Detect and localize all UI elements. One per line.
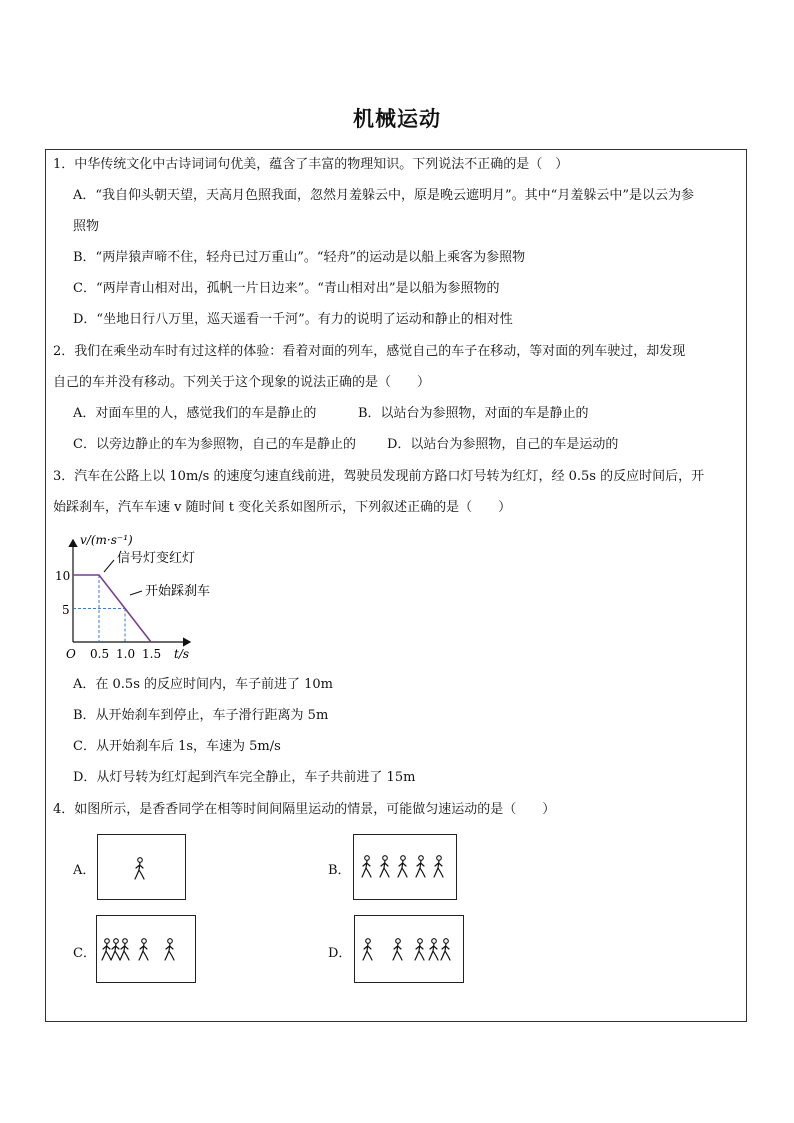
annotation-braking: 开始踩刹车 <box>145 584 211 599</box>
x-tick-10: 1.0 <box>116 647 136 661</box>
x-tick-05: 0.5 <box>90 647 110 661</box>
walking-person-icon <box>416 856 425 877</box>
q2-option-b: B．以站台为参照物，对面的车是静止的 <box>358 406 589 421</box>
q2-stem-cont: 自己的车并没有移动。下列关于这个现象的说法正确的是（ ） <box>53 375 431 390</box>
walking-person-icon <box>120 939 129 960</box>
walking-person-icon <box>135 858 144 879</box>
walking-person-icon <box>363 939 372 960</box>
figure-row-a <box>98 835 185 899</box>
q1-option-a-cont: 照物 <box>73 219 100 234</box>
walking-person-icon <box>380 856 389 877</box>
figure-row-c <box>97 916 195 982</box>
q2-option-c: C．以旁边静止的车为参照物，自己的车是静止的 <box>73 437 356 452</box>
walking-person-icon <box>398 856 407 877</box>
q2-option-d: D．以站台为参照物，自己的车是运动的 <box>387 437 619 452</box>
q4-option-d-picture <box>354 915 464 983</box>
walking-person-icon <box>429 939 438 960</box>
walking-person-icon <box>393 939 402 960</box>
figure-row-d <box>355 916 463 982</box>
q3-stem: 3．汽车在公路上以 10m/s 的速度匀速直线前进，驾驶员发现前方路口灯号转为红灯，经 0.5s 的反应时间后，开 <box>53 469 705 484</box>
q3-option-b: B．从开始刹车到停止，车子滑行距离为 5m <box>73 708 329 723</box>
q4-stem: 4．如图所示，是香香同学在相等时间间隔里运动的情景，可能做匀速运动的是（ ） <box>53 802 556 817</box>
q4-option-c-label: C． <box>73 946 96 961</box>
q1-option-b: B．“两岸猿声啼不住，轻舟已过万重山”。“轻舟”的运动是以船上乘客为参照物 <box>73 250 526 265</box>
y-tick-5: 5 <box>62 603 70 617</box>
q1-option-a: A．“我自仰头朝天望，天高月色照我面，忽然月羞躲云中，原是晚云遮明月”。其中“月羞躲云中”是以云为参 <box>73 188 694 203</box>
x-tick-15: 1.5 <box>142 647 162 661</box>
figure-row-b <box>354 835 456 899</box>
walking-person-icon <box>362 856 371 877</box>
q1-option-c: C．“两岸青山相对出，孤帆一片日边来”。“青山相对出”是以船为参照物的 <box>73 281 500 296</box>
walking-person-icon <box>415 939 424 960</box>
velocity-time-graph <box>50 530 230 665</box>
walking-person-icon <box>434 856 443 877</box>
walking-person-icon <box>102 939 111 960</box>
q4-option-b-picture <box>353 834 457 900</box>
q3-option-c: C．从开始刹车后 1s，车速为 5m/s <box>73 739 281 754</box>
walking-person-icon <box>111 939 120 960</box>
q4-option-c-picture <box>96 915 196 983</box>
q4-option-a-label: A． <box>73 863 96 878</box>
x-axis-label: t/s <box>174 647 190 661</box>
annotation-red-light: 信号灯变红灯 <box>117 551 196 566</box>
walking-person-icon <box>165 939 174 960</box>
q1-option-d: D．“坐地日行八万里，巡天遥看一千河”。有力的说明了运动和静止的相对性 <box>73 312 513 327</box>
arrow-red-light <box>104 560 114 572</box>
q3-option-a: A．在 0.5s 的反应时间内，车子前进了 10m <box>73 677 334 692</box>
arrow-braking <box>130 591 142 595</box>
q2-option-a: A．对面车里的人，感觉我们的车是静止的 <box>73 406 317 421</box>
page-title: 机械运动 <box>353 107 441 131</box>
origin-label: O <box>66 647 76 661</box>
y-tick-10: 10 <box>55 569 71 583</box>
q4-option-b-label: B． <box>328 863 351 878</box>
y-axis-label: v/(m·s⁻¹) <box>80 533 133 547</box>
q3-option-d: D．从灯号转为红灯起到汽车完全静止，车子共前进了 15m <box>73 770 416 785</box>
q1-stem: 1．中华传统文化中古诗词词句优美，蕴含了丰富的物理知识。下列说法不正确的是（ ） <box>53 157 569 172</box>
q2-stem: 2．我们在乘坐动车时有过这样的体验：看着对面的列车，感觉自己的车子在移动，等对面的列车驶过，却发现 <box>53 344 686 359</box>
q4-option-d-label: D． <box>328 946 352 961</box>
q4-option-a-picture <box>97 834 186 900</box>
q3-stem-cont: 始踩刹车，汽车车速 v 随时间 t 变化关系如图所示，下列叙述正确的是（ ） <box>53 500 512 515</box>
walking-person-icon <box>139 939 148 960</box>
walking-person-icon <box>441 939 450 960</box>
